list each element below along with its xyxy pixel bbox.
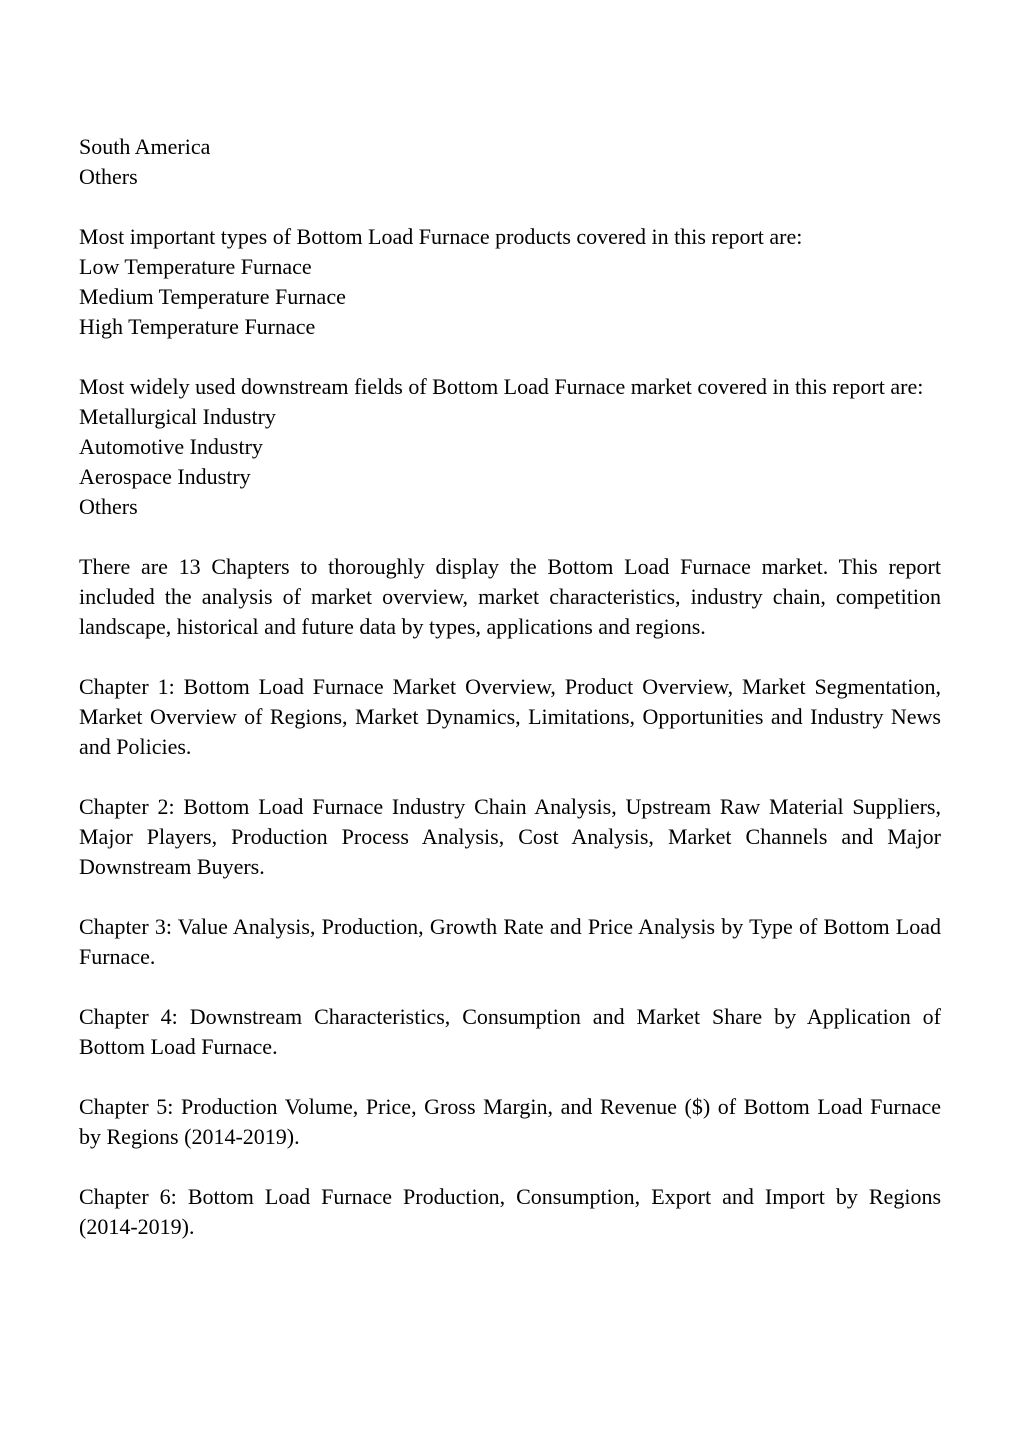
section-intro: Most important types of Bottom Load Furnace products covered in this report are: [79,224,803,249]
chapter-1 [79,672,941,762]
chapter-4 [79,1002,941,1062]
paragraph: Chapter 1: Bottom Load Furnace Market Overview, Product Overview, Market Segmentation, Market Overview of Regions, Market Dynamics, Limitations, Opportunities and Industry News and Policies. [79,674,941,759]
chapter-6 [79,1182,941,1242]
chapter-2 [79,792,941,882]
paragraph: Chapter 3: Value Analysis, Production, Growth Rate and Price Analysis by Type of Bottom Load Furnace. [79,914,941,969]
list-item: Medium Temperature Furnace [79,284,346,309]
chapters-overview [79,552,941,642]
section-intro: Most widely used downstream fields of Bottom Load Furnace market covered in this report are: [79,374,924,399]
list-item: Metallurgical Industry [79,404,276,429]
paragraph: There are 13 Chapters to thoroughly display the Bottom Load Furnace market. This report included the analysis of market overview, market characteristics, industry chain, competition landscape, historical and future data by types, applications and regions. [79,554,941,639]
chapter-3 [79,912,941,972]
applications-section [79,372,941,522]
list-item: High Temperature Furnace [79,314,316,339]
product-types-section [79,222,941,342]
paragraph: Chapter 2: Bottom Load Furnace Industry Chain Analysis, Upstream Raw Material Suppliers, Major Players, Production Process Analysis, Cost Analysis, Market Channels and Major Downstream Buyers. [79,794,941,879]
document-page [79,132,941,1272]
paragraph: Chapter 6: Bottom Load Furnace Production, Consumption, Export and Import by Regions (2014-2019). [79,1184,941,1239]
paragraph: Chapter 5: Production Volume, Price, Gross Margin, and Revenue ($) of Bottom Load Furnace by Regions (2014-2019). [79,1094,941,1149]
list-item: South America [79,134,211,159]
list-item: Others [79,164,138,189]
region-list [79,132,941,192]
list-item: Aerospace Industry [79,464,251,489]
paragraph: Chapter 4: Downstream Characteristics, Consumption and Market Share by Application of Bottom Load Furnace. [79,1004,941,1059]
list-item: Others [79,494,138,519]
list-item: Low Temperature Furnace [79,254,312,279]
list-item: Automotive Industry [79,434,263,459]
chapter-5 [79,1092,941,1152]
